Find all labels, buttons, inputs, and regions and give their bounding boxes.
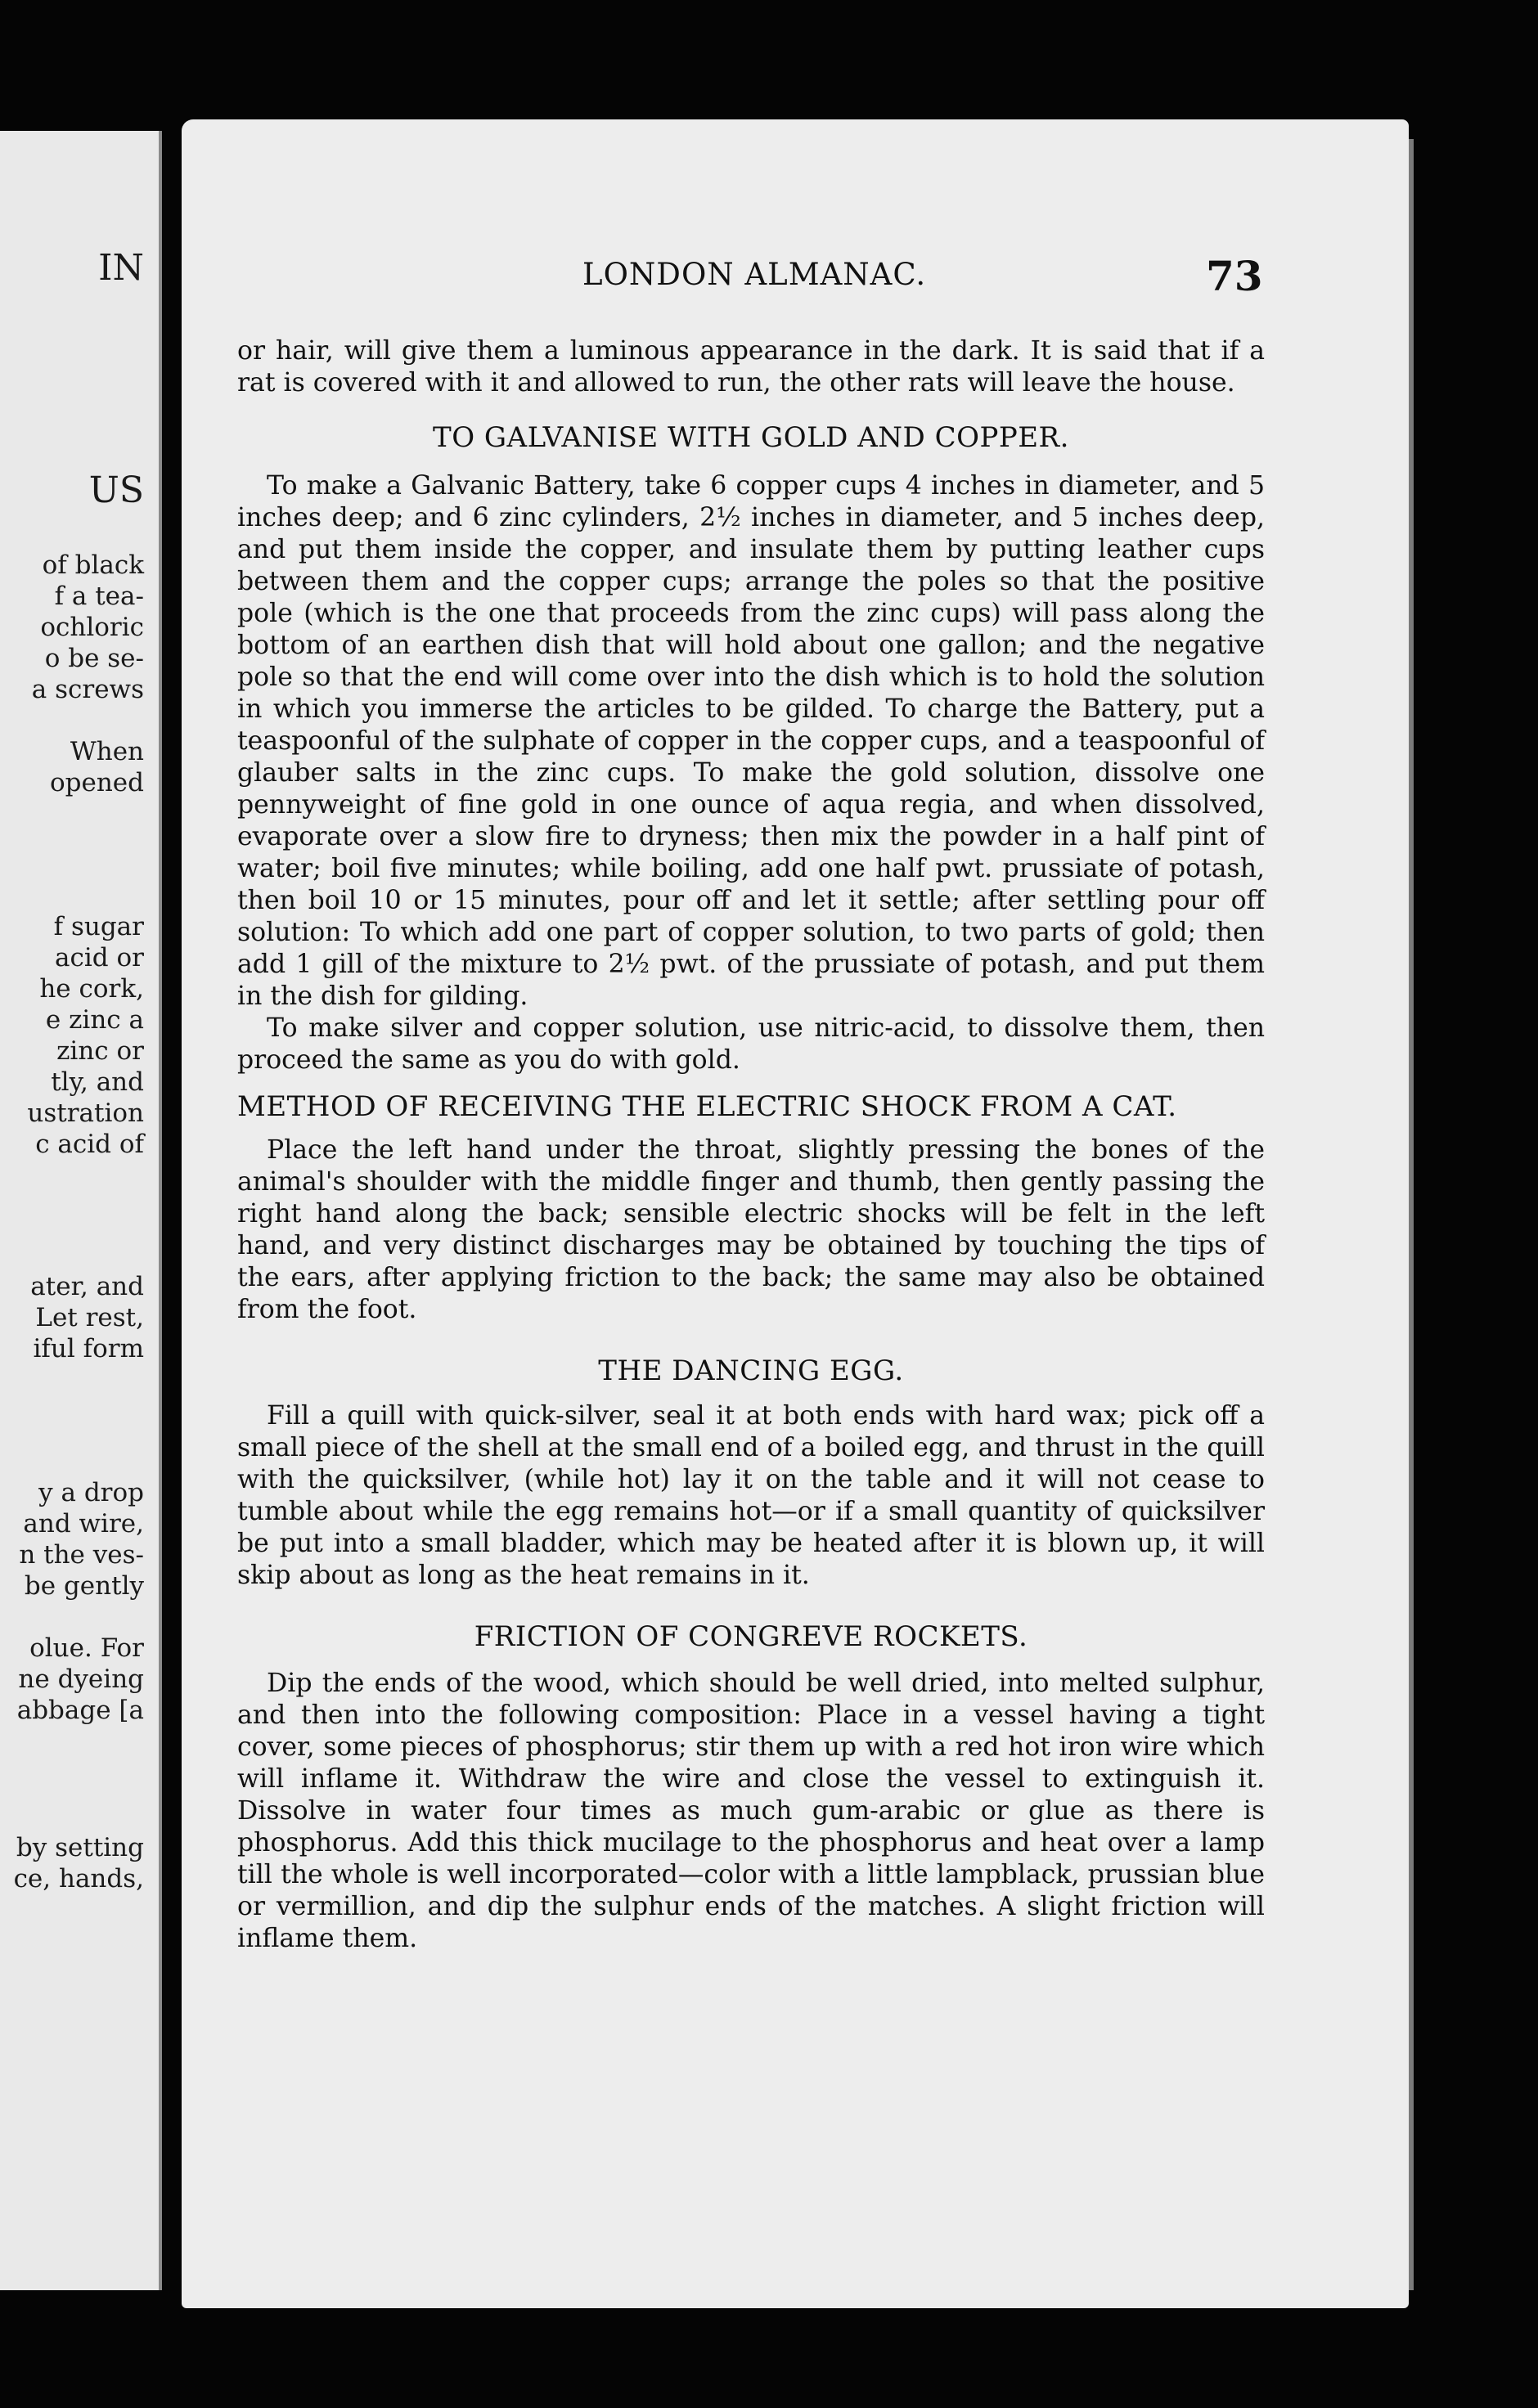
left-page-fragment: acid or <box>55 943 144 973</box>
book-page <box>182 119 1409 2308</box>
left-page-fragment: US <box>88 469 144 511</box>
running-title: LONDON ALMANAC. <box>582 257 927 292</box>
page-content <box>237 335 1265 1955</box>
section-title-electric-shock: METHOD OF RECEIVING THE ELECTRIC SHOCK FROM A CAT. <box>237 1090 1177 1123</box>
left-page-fragment: zinc or <box>56 1036 144 1066</box>
left-page-fragment: f a tea- <box>54 582 144 611</box>
congreve-paragraph: Dip the ends of the wood, which should be well dried, into melted sulphur, and then into the following composition: Place in a vessel having a tight cover, some pieces of phosphorus; stir them up with a red hot iron wire which will inflame it. Withdraw the wire and close the vessel to extinguish it. Dissolve in water four times as much gum-arabic or glue as there is phosphorus. Add this thick mucilage to the phosphorus and heat over a lamp till the whole is well incorporated—color with a little lampblack, prussian blue or vermillion, and dip the sulphur ends of the matches. A slight friction will inflame them. <box>237 1669 1265 1953</box>
left-page-fragment: ustration <box>27 1098 144 1128</box>
left-page-fragment: IN <box>98 247 144 289</box>
galvanise-paragraph-1: To make a Galvanic Battery, take 6 copper cups 4 inches in diameter, and 5 inches deep; and 6 zinc cylinders, 2½ inches in diameter, and 5 inches deep, and put them inside the copper, and insulate them by putting leather cups between them and the copper cups; arrange the poles so that the positive pole (which is the one that proceeds from the zinc cups) will pass along the bottom of an earthen dish that will hold about one gallon; and the negative pole so that the end will come over into the dish which is to hold the solution in which you immerse the articles to be gilded. To charge the Battery, put a teaspoonful of the sulphate of copper in the copper cups, and a teaspoonful of glauber salts in the zinc cups. To make the gold solution, dissolve one pennyweight of fine gold in one ounce of aqua regia, and when dissolved, evaporate over a slow fire to dryness; then mix the powder in a half pint of water; boil five minutes; while boiling, add one half pwt. prussiate of potash, then boil 10 or 15 minutes, pour off and let it settle; after settling pour off solution: To which add one part of copper solution, to two parts of gold; then add 1 gill of the mixture to 2½ pwt. of the prussiate of potash, and put them in the dish for gilding. <box>237 471 1265 1011</box>
left-page-fragment: opened <box>49 768 144 797</box>
left-page-fragment: by setting <box>16 1833 144 1862</box>
left-page-fragment: tly, and <box>51 1067 144 1097</box>
page-number: 73 <box>1206 252 1263 300</box>
left-page-fragment: Let rest, <box>35 1303 144 1332</box>
left-page-fragment: y a drop <box>38 1478 144 1507</box>
left-page-fragment: o be se- <box>44 644 144 673</box>
left-page-fragment: a screws <box>31 675 144 704</box>
left-page-fragment: When <box>70 737 144 766</box>
left-page-fragment: and wire, <box>23 1509 144 1539</box>
intro-paragraph: or hair, will give them a luminous appearance in the dark. It is said that if a rat is covered with it and allowed to run, the other rats will leave the house. <box>237 336 1265 398</box>
galvanise-paragraph-2: To make silver and copper solution, use nitric-acid, to dissolve them, then proceed the same as you do with gold. <box>237 1013 1265 1075</box>
section-title-dancing-egg: THE DANCING EGG. <box>598 1354 904 1387</box>
left-page-fragment: be gently <box>24 1571 144 1601</box>
left-page-fragment: ne dyeing <box>18 1664 144 1694</box>
left-page-fragment: c acid of <box>35 1130 144 1159</box>
left-page-fragment: e zinc a <box>45 1005 144 1035</box>
dancing-egg-paragraph: Fill a quill with quick-silver, seal it at both ends with hard wax; pick off a small piece of the shell at the small end of a boiled egg, and thrust in the quill with the quicksilver, (while hot) lay it on the table and it will not cease to tumble about while the egg remains hot—or if a small quantity of quicksilver be put into a small bladder, which may be heated after it is blown up, it will skip about as long as the heat remains in it. <box>237 1401 1265 1590</box>
left-page-fragment: ochloric <box>40 613 144 642</box>
page-header <box>182 252 1409 306</box>
left-page-fragment: of black <box>42 550 144 580</box>
left-page-fragment: he cork, <box>39 974 144 1004</box>
left-page-fragment: abbage [a <box>16 1696 144 1725</box>
left-page-fragment: iful form <box>33 1334 144 1363</box>
left-page-fragment: ater, and <box>30 1272 144 1301</box>
section-title-congreve: FRICTION OF CONGREVE ROCKETS. <box>474 1620 1028 1653</box>
left-page-fragment: ce, hands, <box>13 1864 144 1894</box>
left-page-fragment: f sugar <box>53 912 144 941</box>
section-title-galvanise: TO GALVANISE WITH GOLD AND COPPER. <box>433 421 1069 454</box>
electric-shock-paragraph: Place the left hand under the throat, slightly pressing the bones of the animal's shoulder with the middle finger and thumb, then gently passing the right hand along the back; sensible electric shocks will be felt in the left hand, and very distinct discharges may be obtained by touching the tips of the ears, after applying friction to the back; the same may also be obtained from the foot. <box>237 1135 1265 1324</box>
left-facing-page <box>0 131 162 2290</box>
left-page-fragment: olue. For <box>29 1633 144 1663</box>
left-page-fragment: n the ves- <box>19 1540 144 1570</box>
